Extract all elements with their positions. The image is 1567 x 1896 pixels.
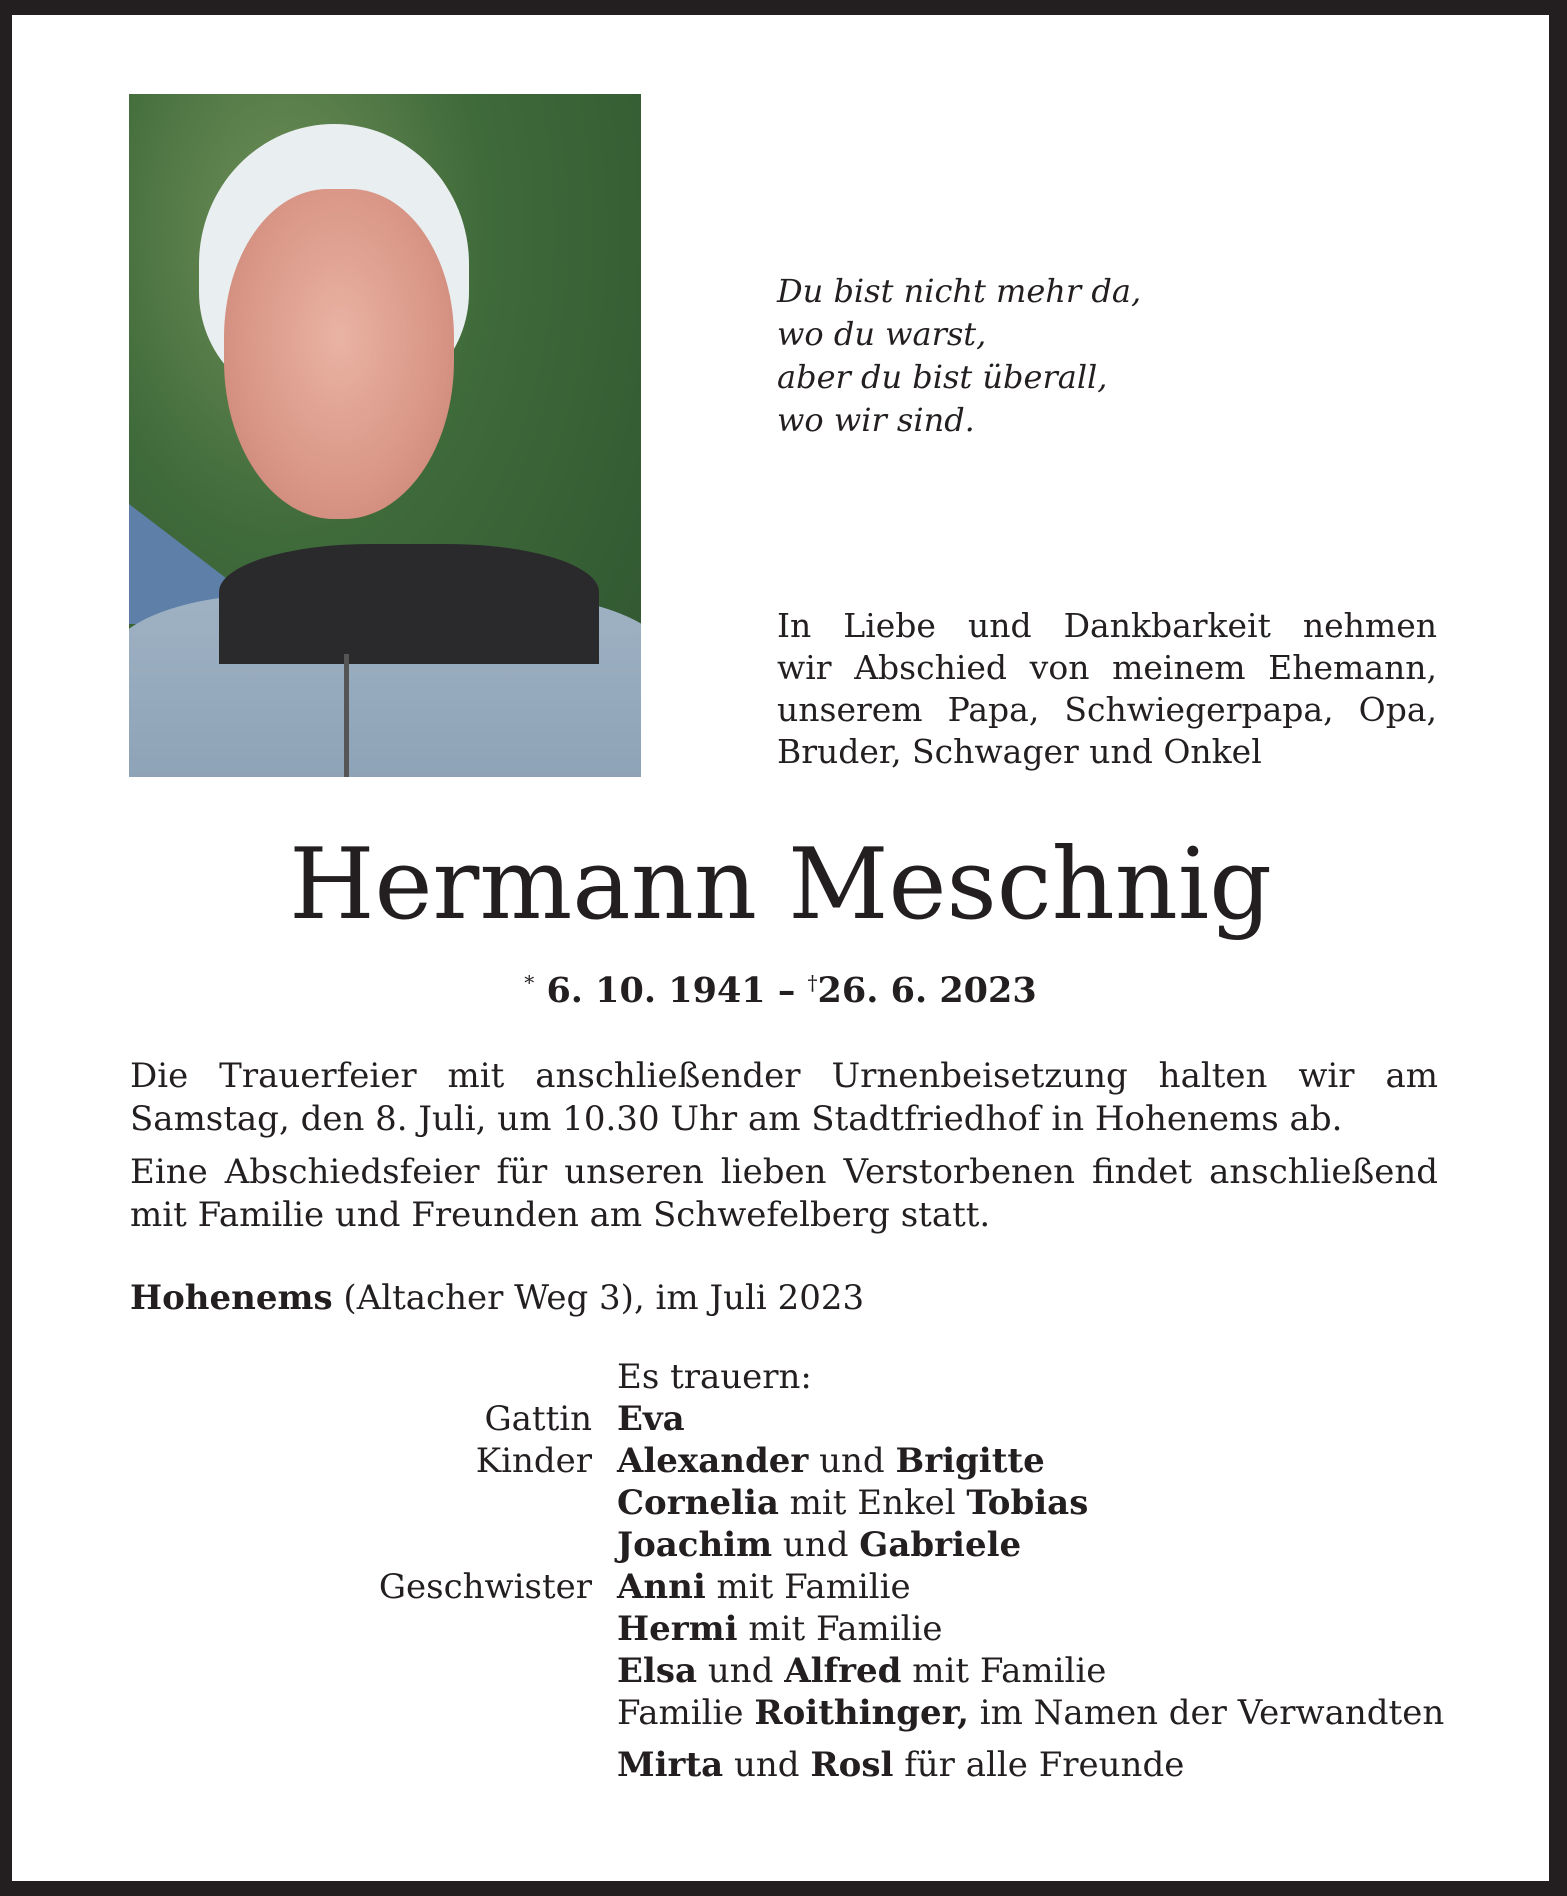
mourner-name: Mirta: [617, 1745, 724, 1785]
mourner-text: mit Familie: [901, 1651, 1107, 1691]
intro-text: [777, 605, 1437, 773]
mourner-names: [617, 1744, 1184, 1786]
mourner-name: Alfred: [784, 1651, 902, 1691]
zipper: [344, 654, 349, 777]
mourner-name: Joachim: [617, 1525, 773, 1565]
mourner-text: und: [808, 1441, 896, 1481]
death-date: 26. 6. 2023: [817, 970, 1037, 1011]
mourner-names: [617, 1608, 943, 1650]
relation-label: Geschwister: [378, 1567, 592, 1607]
poem-line: wo du warst,: [777, 315, 987, 353]
mourner-names: [617, 1692, 1444, 1734]
mourner-names: [617, 1566, 911, 1608]
mourner-name: Tobias: [966, 1483, 1089, 1523]
obituary-page: [12, 15, 1549, 1881]
mourner-name: Hermi: [617, 1609, 738, 1649]
birth-date: 6. 10. 1941: [546, 970, 766, 1011]
mourner-text: und: [723, 1745, 811, 1785]
deceased-name: Hermann Meschnig: [289, 828, 1272, 942]
intro-line: Bruder, Schwager und Onkel: [777, 732, 1262, 771]
mourner-text: mit Familie: [737, 1609, 943, 1649]
mourner-name: Alexander: [617, 1441, 809, 1481]
mourner-text: im Namen der Verwandten: [968, 1693, 1445, 1733]
relation-label: Kinder: [475, 1441, 592, 1481]
mourner-name: Rosl: [810, 1745, 894, 1785]
relation-label: Gattin: [484, 1399, 592, 1439]
address-date: (Altacher Weg 3), im Juli 2023: [332, 1278, 865, 1318]
farewell-paragraph: Eine Abschiedsfeier für unseren lieben Verstorbenen findet anschließend mit Familie und Freunden am Schwefelberg statt.: [130, 1152, 1438, 1235]
mourner-text: mit Enkel: [778, 1483, 967, 1523]
mourner-name: Gabriele: [859, 1525, 1022, 1565]
collar: [219, 544, 599, 664]
mourner-names: [617, 1356, 812, 1398]
mourner-name: Elsa: [617, 1651, 698, 1691]
mourner-text: mit Familie: [705, 1567, 911, 1607]
mourner-name: Anni: [617, 1567, 706, 1607]
face: [224, 189, 454, 519]
poem-line: Du bist nicht mehr da,: [777, 272, 1142, 310]
mourner-name: Roithinger,: [754, 1693, 969, 1733]
mourner-text: Es trauern:: [617, 1357, 812, 1397]
town: Hohenems: [130, 1278, 333, 1318]
portrait-photo: [129, 94, 641, 777]
mourner-text: Familie: [617, 1693, 755, 1733]
mourner-name: Brigitte: [895, 1441, 1045, 1481]
intro-line: unserem Papa, Schwiegerpapa, Opa,: [777, 690, 1437, 729]
mourner-name: Cornelia: [617, 1483, 779, 1523]
death-symbol: †: [807, 970, 818, 995]
funeral-paragraph: Die Trauerfeier mit anschließender Urnenbeisetzung halten wir am Samstag, den 8. Juli, um 10.30 Uhr am Stadtfriedhof in Hohenems ab.: [130, 1056, 1438, 1139]
intro-line: In Liebe und Dankbarkeit nehmen: [777, 606, 1437, 645]
life-dates: [12, 970, 1549, 1011]
funeral-info: [130, 1055, 1438, 1247]
mourner-names: [617, 1650, 1106, 1692]
place-date: [130, 1278, 864, 1318]
mourner-text: für alle Freunde: [893, 1745, 1185, 1785]
mourner-names: [617, 1482, 1088, 1524]
poem-line: aber du bist überall,: [777, 358, 1108, 396]
birth-symbol: *: [524, 970, 535, 995]
mourner-names: [617, 1524, 1021, 1566]
poem: [777, 270, 1141, 442]
mourner-names: [617, 1398, 685, 1440]
mourner-names: [617, 1440, 1045, 1482]
mourner-name: Eva: [617, 1399, 685, 1439]
poem-line: wo wir sind.: [777, 401, 975, 439]
date-dash: –: [777, 970, 796, 1011]
mourner-text: und: [772, 1525, 860, 1565]
mourner-text: und: [697, 1651, 785, 1691]
intro-line: wir Abschied von meinem Ehemann,: [777, 648, 1437, 687]
